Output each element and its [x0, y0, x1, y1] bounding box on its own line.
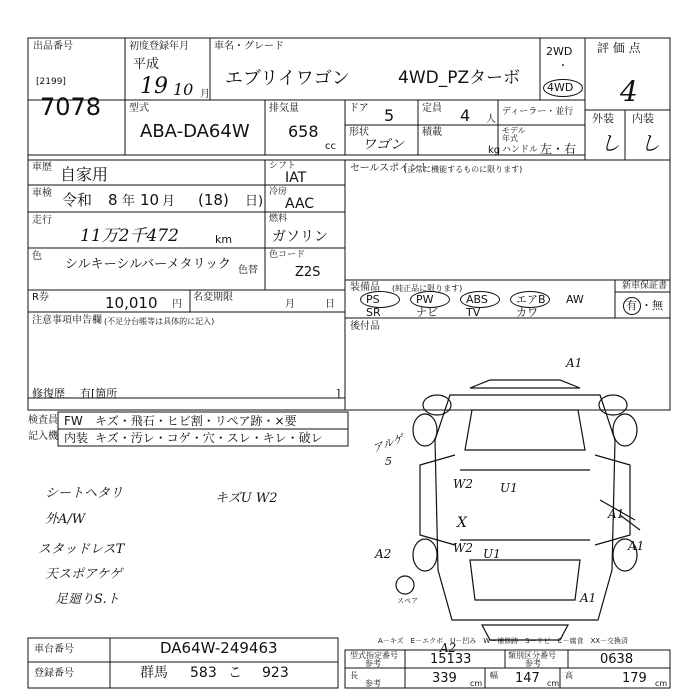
dealer-label: ディーラー・並行 [502, 107, 574, 117]
lot-small: [2199] [36, 77, 66, 87]
exterior-grade: し [600, 131, 620, 155]
equipment-label: 装備品 [350, 282, 380, 293]
sales-point-label: セールスポイント [350, 163, 430, 174]
notes-label: 注意事項申告欄 [32, 315, 102, 326]
name-change-month: 月 [285, 299, 295, 310]
reg-area: 群馬 [140, 665, 168, 681]
aircon: AAC [285, 196, 315, 212]
usage: 自家用 [60, 165, 109, 184]
length-label: 長 [350, 671, 358, 680]
inspection-day: (18) [198, 191, 229, 209]
color-label: 色 [32, 251, 42, 262]
chassis: DA64W-249463 [160, 639, 278, 657]
color-code-label: 色コード [269, 250, 306, 260]
inspection-year: 8 [108, 191, 118, 209]
displacement: 658 [288, 122, 319, 141]
era: 平成 [133, 57, 160, 72]
note-4: 天スポアケゲ [45, 567, 123, 582]
spare-label: スペア [397, 597, 418, 605]
mark-a1-side: A1 [608, 507, 625, 521]
width: 147 [515, 671, 540, 686]
equipment-item: ABS [466, 293, 488, 306]
year-unit: 年 [122, 194, 136, 209]
mark-a1-top: A1 [566, 356, 583, 370]
reg-month: 10 [173, 80, 194, 99]
yen-unit: 円 [172, 299, 182, 310]
ext-label: FW [64, 414, 83, 428]
notes-small: (不足分台帳等は具体的に記入) [104, 317, 215, 326]
reg-year: 19 [140, 74, 168, 99]
mark-a2-rear: A2 [440, 641, 457, 655]
inspection-label: 車検 [32, 188, 52, 199]
warranty-no: 無 [652, 299, 663, 312]
month-unit: 月 [200, 89, 210, 100]
person-unit: 人 [486, 114, 496, 125]
mark-x: X [457, 515, 467, 531]
equipment-item: エアB [516, 293, 546, 306]
capacity: 4 [460, 106, 471, 125]
width-cm: cm [547, 679, 560, 688]
name-change-day: 日 [325, 299, 335, 310]
aircon-label: 冷房 [269, 187, 288, 197]
warranty-sep: ・ [641, 299, 652, 312]
handle-label: ハンドル [502, 145, 539, 155]
usage-label: 車歴 [32, 162, 52, 173]
int-label: 内装 [64, 431, 89, 445]
capacity-label: 定員 [422, 103, 442, 114]
repair-close: ] [336, 387, 341, 400]
day-unit: 日) [245, 194, 264, 209]
fuel: ガソリン [272, 229, 328, 245]
reg-number: 923 [262, 665, 289, 681]
car-name: エブリイワゴン [225, 68, 350, 89]
mark-u1-lower: U1 [483, 547, 501, 561]
mark-a2-left: A2 [375, 547, 392, 561]
mark-5: 5 [385, 455, 392, 468]
recycle-amount: 10,010 [105, 294, 158, 312]
equipment-item: ナビ [416, 306, 438, 319]
exterior-label: 外装 [592, 112, 614, 125]
reg-label: 登録番号 [34, 668, 74, 679]
model-label: 型式 [129, 103, 149, 114]
mileage: 11万2千472 [80, 226, 179, 246]
sales-point-small: (正常に機能するものに限ります) [404, 165, 523, 174]
mark-w2-lower: W2 [453, 541, 473, 555]
mark-alloy: アルゲ [370, 431, 406, 456]
mark-u1-left: U1 [500, 481, 518, 495]
writer-label: 記入機 [28, 431, 58, 442]
length-cm: cm [470, 679, 483, 688]
kg-unit: kg [488, 145, 501, 156]
score: 4 [620, 75, 638, 108]
score-label: 評 価 点 [597, 41, 641, 55]
car-diagram [396, 380, 640, 640]
repair-label: 修復歴 [32, 387, 65, 400]
height: 179 [622, 671, 647, 686]
repaint-label: 色替 [238, 265, 258, 276]
drive-2wd: 2WD [546, 45, 573, 58]
equipment-item: PS [366, 293, 380, 306]
note-1: シートヘタリ [45, 486, 124, 501]
note-2: 外A/W [45, 512, 86, 527]
color-code: Z2S [295, 265, 321, 280]
class-no-label: 類別区分番号 [508, 651, 556, 660]
km-unit: km [215, 233, 233, 246]
int-items: キズ・汚レ・コゲ・穴・スレ・キレ・破レ [95, 431, 323, 445]
interior-label: 内装 [632, 112, 654, 125]
inspection-era: 令和 [62, 191, 93, 209]
equipment-item: PW [416, 293, 434, 306]
equipment-after-label: 後付品 [350, 321, 380, 332]
load-label: 積載 [422, 127, 442, 138]
inspector-label: 検査員 [28, 415, 58, 426]
handle: 左・右 [540, 142, 577, 156]
class-no: 0638 [600, 652, 634, 667]
recycle-label: R券 [32, 292, 49, 303]
first-reg-label: 初度登録年月 [129, 41, 189, 52]
mark-w2-left: W2 [453, 477, 473, 491]
drive-dot: ・ [558, 61, 568, 72]
month-unit-2: 月 [162, 194, 176, 209]
door-label: ドア [349, 103, 369, 114]
model: ABA-DA64W [140, 121, 250, 142]
shift: IAT [285, 170, 307, 186]
lot-label: 出品番号 [33, 41, 73, 52]
length: 339 [432, 671, 457, 686]
cc-unit: cc [325, 141, 336, 152]
equipment-small: (純正品に限ります) [392, 284, 463, 293]
color: シルキーシルバーメタリック [65, 257, 232, 272]
model-no-label: 型式指定番号 [350, 651, 398, 660]
equipment-item: SR [366, 306, 381, 319]
reg-kana: こ [228, 665, 242, 681]
model-no-ref: 参考 [365, 659, 381, 668]
note-right: キズU W2 [215, 491, 278, 506]
shape: ワゴン [362, 137, 404, 153]
inspection-month: 10 [140, 191, 160, 209]
warranty-label: 新車保証書 [622, 281, 668, 291]
length-ref: 参考 [365, 679, 381, 688]
shape-label: 形状 [349, 127, 369, 138]
chassis-label: 車台番号 [34, 644, 74, 655]
mileage-label: 走行 [32, 215, 52, 226]
equipment-item: AW [566, 293, 584, 306]
note-5: 足廻りS.ト [55, 592, 120, 607]
legend: A－キズ E－エクボ U－凹み W－補修跡 S－サビ C－腐食 XX－交換済 [378, 637, 629, 645]
width-label: 幅 [490, 671, 498, 680]
name-grade-label: 車名・グレード [214, 41, 284, 52]
equipment-item: TV [466, 306, 481, 319]
class-no-ref: 参考 [525, 659, 541, 668]
model-no: 15133 [430, 652, 472, 667]
mark-a1-rear: A1 [580, 591, 597, 605]
height-cm: cm [655, 679, 668, 688]
interior-grade: し [640, 131, 660, 155]
drive-4wd: 4WD [547, 81, 574, 94]
lot-number: 7078 [40, 93, 102, 121]
height-label: 高 [565, 671, 573, 680]
doors: 5 [384, 106, 395, 125]
reg-class: 583 [190, 665, 217, 681]
repair-value: 有[箇所 [80, 387, 118, 400]
model-year-label: モデル年式 [502, 126, 526, 143]
name-change-label: 名変期限 [193, 292, 233, 303]
note-3: スタッドレスT [38, 542, 125, 557]
ext-items: キズ・飛石・ヒビ割・リペア跡・×要 [95, 414, 297, 428]
displacement-label: 排気量 [269, 103, 299, 114]
equipment-item: カワ [516, 306, 538, 319]
shift-label: シフト [269, 161, 297, 171]
fuel-label: 燃料 [269, 214, 288, 224]
mark-a1-right: A1 [628, 539, 645, 553]
warranty-yes: 有 [626, 299, 637, 312]
grade: 4WD_PZターボ [398, 68, 521, 88]
